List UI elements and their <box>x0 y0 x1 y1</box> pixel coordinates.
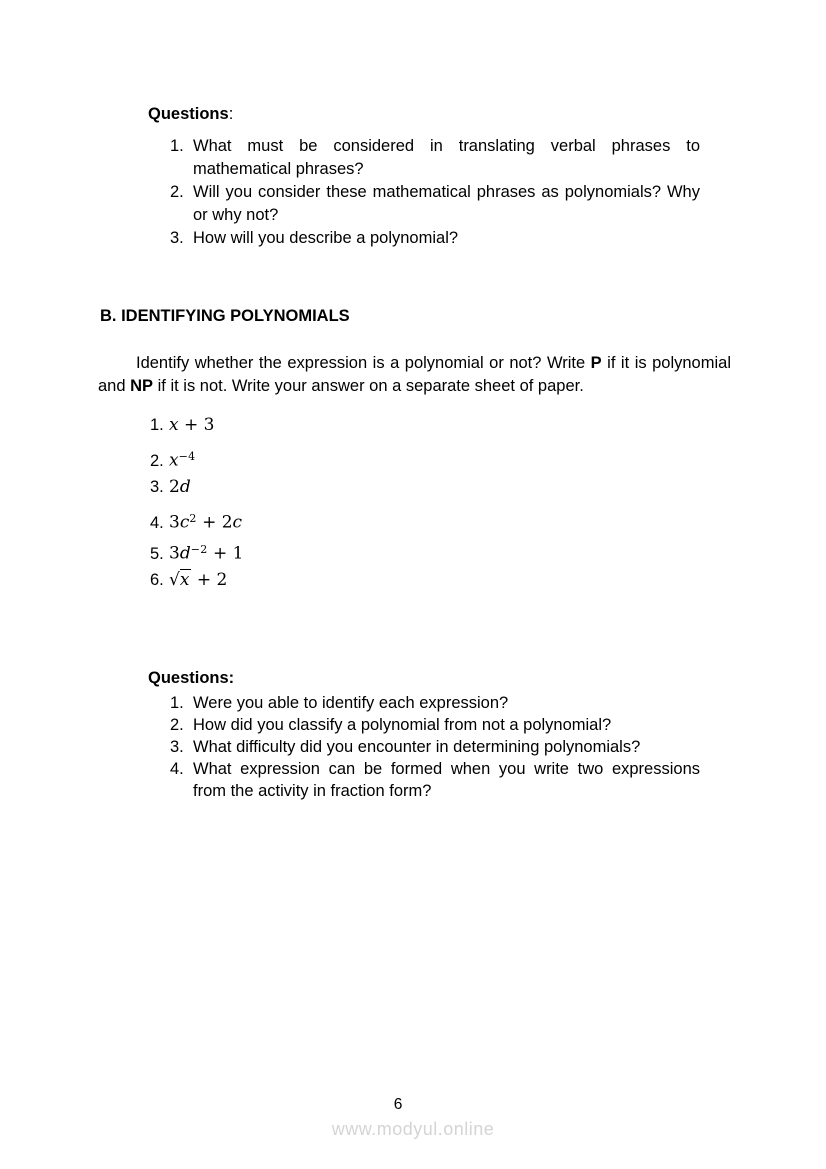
list-item-number: 1. <box>170 694 184 712</box>
list-item <box>170 227 700 250</box>
list-item-number: 4. <box>170 760 184 778</box>
math-superscript: −4 <box>178 450 196 463</box>
math-variable: x <box>169 415 179 435</box>
math-variable: x <box>169 450 179 471</box>
expression-x-plus-3 <box>169 414 214 437</box>
page-number: 6 <box>393 1096 403 1113</box>
radical-sign: √ <box>169 570 180 590</box>
math-coefficient: 2 <box>169 477 180 497</box>
list-item-number: 2. <box>170 183 184 201</box>
bottom-questions-list <box>170 692 700 802</box>
intro-bold-np: NP <box>130 377 154 395</box>
expression-2d <box>169 476 191 499</box>
expression-number: 3. <box>150 478 164 496</box>
math-coefficient: 3 <box>169 543 180 564</box>
expression-number: 1. <box>150 416 164 434</box>
top-questions-label: Questions <box>148 105 229 123</box>
list-item-text: How will you describe a polynomial? <box>193 229 459 247</box>
math-tail: + 2 <box>191 570 228 590</box>
top-questions-colon: : <box>228 105 234 123</box>
math-superscript: 2 <box>189 512 197 525</box>
watermark: www.modyul.online <box>331 1119 495 1139</box>
expression-item <box>150 569 826 592</box>
list-item <box>170 692 700 714</box>
list-item-number: 2. <box>170 716 184 734</box>
expression-x-pow-neg4 <box>169 445 195 473</box>
top-questions-heading <box>148 103 826 126</box>
math-operator: + 2 <box>196 512 233 533</box>
list-item-text: What expression can be formed when you write two expressions from the activity in fraction form? <box>193 760 700 800</box>
expression-number: 6. <box>150 571 164 589</box>
expression-item <box>150 445 826 471</box>
list-item-text: Will you consider these mathematical phrases as polynomials? Why or why not? <box>193 183 700 224</box>
bottom-questions-heading: Questions: <box>148 669 235 687</box>
expression-number: 4. <box>150 513 164 532</box>
expression-list <box>150 414 826 592</box>
intro-text-1: Identify whether the expression is a polynomial or not? Write <box>136 354 591 372</box>
list-item <box>170 736 700 758</box>
intro-text-3: if it is not. Write your answer on a separate sheet of paper. <box>153 377 584 395</box>
list-item-text: Were you able to identify each expression? <box>193 694 509 712</box>
list-item-text: How did you classify a polynomial from not a polynomial? <box>193 716 612 734</box>
math-tail: + 1 <box>207 543 244 564</box>
expression-item <box>150 538 826 564</box>
expression-number: 5. <box>150 544 164 563</box>
expression-item <box>150 414 826 437</box>
expression-item <box>150 476 826 499</box>
expression-sqrt-x-plus-2 <box>169 569 227 592</box>
section-b-heading: B. IDENTIFYING POLYNOMIALS <box>100 307 350 325</box>
top-questions-list <box>170 135 700 250</box>
intro-text-2: if it is polynomial and <box>98 354 731 395</box>
math-variable: d <box>179 477 191 497</box>
expression-number: 2. <box>150 451 164 470</box>
list-item-number: 3. <box>170 229 184 247</box>
list-item <box>170 714 700 736</box>
math-variable: c <box>232 512 243 533</box>
list-item <box>170 181 700 227</box>
math-coefficient: 3 <box>169 512 180 533</box>
list-item-number: 1. <box>170 137 184 155</box>
expression-3d-neg2-plus-1 <box>169 538 243 566</box>
math-tail: + 3 <box>178 415 215 435</box>
list-item-text: What must be considered in translating verbal phrases to mathematical phrases? <box>193 137 700 178</box>
list-item-number: 3. <box>170 738 184 756</box>
expression-3c2-plus-2c <box>169 507 242 535</box>
math-variable: d <box>179 543 191 564</box>
list-item <box>170 135 700 181</box>
intro-bold-p: P <box>590 354 602 372</box>
list-item-text: What difficulty did you encounter in determining polynomials? <box>193 738 641 756</box>
expression-item <box>150 507 826 533</box>
math-superscript: −2 <box>190 543 208 556</box>
math-variable: c <box>179 512 190 533</box>
list-item <box>170 758 700 802</box>
section-b-intro <box>98 352 731 398</box>
math-variable: x <box>179 570 190 590</box>
